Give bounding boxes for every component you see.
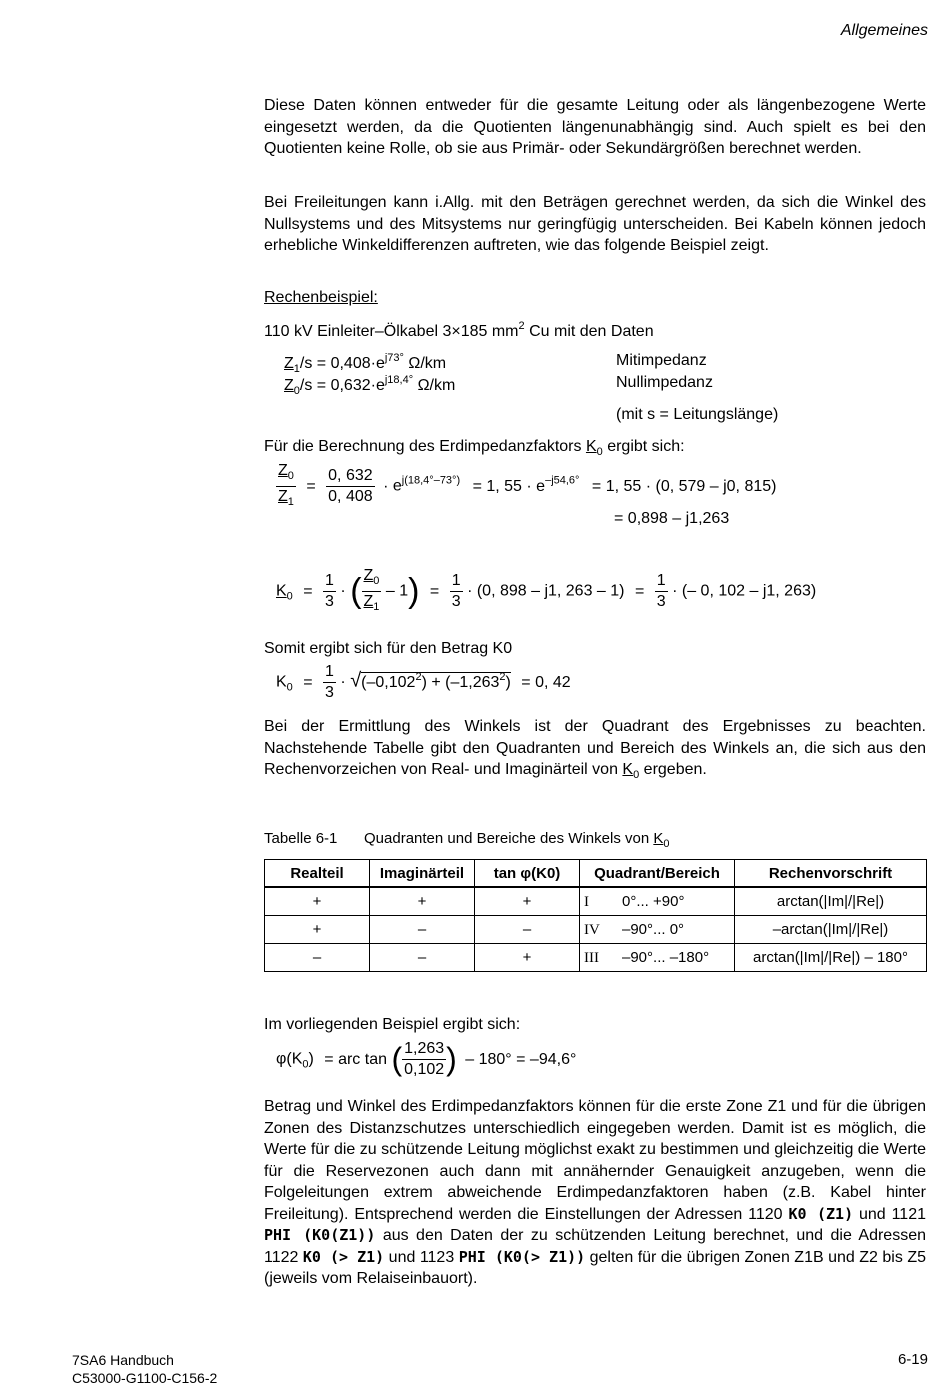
col-rechenvorschrift: Rechenvorschrift: [735, 860, 927, 888]
ratio-symbol-fraction: $\frac{Z_0}{Z_1}$: [278, 462, 294, 508]
z0-formula: $Z_0/s = 0,632\cdot e^{j18,4^\circ}$ Ω/km: [284, 374, 456, 397]
cell-re: –: [265, 944, 370, 972]
cable-description: 110 kV Einleiter–Ölkabel 3×185 $mm^2$ Cu mit den Daten: [264, 320, 654, 340]
cell-rule: –arctan(|Im|/|Re|): [735, 916, 927, 944]
cell-re: +: [265, 916, 370, 944]
k0-intro: Für die Berechnung des Erdimpedanzfaktors $K_0$ ergibt sich:: [264, 438, 685, 458]
paragraph-settings: Betrag und Winkel des Erdimpedanzfaktors können für die erste Zone Z1 und für die übrigen Zonen des Distanzschutzes unterschiedlich eingegeben werden. Damit ist es möglich, die Werte für die zu schützende Leitung möglichst exakt zu bestimmen und gleichzeitig die Werte für die Reservezonen auch dann mit annähernder Genauigkeit anzugeben, wenn die Folgeleitungen extrem abweichende Erdimpedanzfaktoren haben (z.B. Kabel hinter Freileitung). Entsprechend werden die Einstellungen der Adressen 1120 K0 (Z1) und 1121 PHI (K0(Z1)) aus den Daten der zu schützenden Leitung berechnet, und die Adressen 1122 K0 (> Z1) und 1123 PHI (K0(> Z1)) gelten für die übrigen Zonen Z1B und Z2 bis Z5 (jeweils vom Relaiseinbauort).: [264, 1098, 927, 1287]
cell-quadrant: III –90°... –180°: [580, 944, 735, 972]
paragraph-intro: Diese Daten können entweder für die gesamte Leitung oder als längenbezogene Werte eingesetzt werden, da die Quotienten längenunabhängig sind. Auch spielt es bei den Quotienten keine Rolle, ob sie aus Primär- oder Sekundärgrößen berechnet werden.: [264, 97, 926, 157]
cell-tan: –: [475, 916, 580, 944]
col-imaginaerteil: Imaginärteil: [370, 860, 475, 888]
col-tan: tan φ(K0): [475, 860, 580, 888]
k0-magnitude-formula: $K_0$ = $\frac{1}{3}$ · $√(-0,102^2) + (-1,263^2) = 0$, 42: [276, 663, 571, 701]
phi-formula: $\varphi(K_0)$ = arc tan ( $\frac{1,263}{0,102}$ ) – 180° = –94,6°: [276, 1040, 577, 1078]
cell-im: +: [370, 887, 475, 916]
example-heading: Rechenbeispiel:: [264, 289, 378, 306]
ratio-formula: $\frac{Z_0}{Z_1}$ = $\frac{0, 632}{0, 408}$ · $e^{j(18,4^\circ-73^\circ)} = 1$, $55 \cdot e^{-j54,6^\circ} = 1$, 55 · (0, 579 – j0, 815): [276, 462, 776, 511]
ratio-result: = 0,898 – j1,263: [614, 510, 730, 527]
betrag-intro: Somit ergibt sich für den Betrag K0: [264, 640, 513, 657]
table-header-row: [265, 860, 927, 888]
table-caption-text: Quadranten und Bereiche des Winkels von $K_0$: [364, 830, 670, 850]
cell-tan: +: [475, 887, 580, 916]
quadrant-table: [264, 859, 927, 972]
length-note: (mit s = Leitungslänge): [616, 406, 779, 423]
cell-tan: +: [475, 944, 580, 972]
cell-re: +: [265, 887, 370, 916]
table-row: [265, 887, 927, 916]
table-row: [265, 944, 927, 972]
page-number: 6-19: [897, 1351, 928, 1368]
col-realteil: Realteil: [265, 860, 370, 888]
cell-quadrant: I 0°... +90°: [580, 887, 735, 916]
cell-im: –: [370, 944, 475, 972]
running-header: Allgemeines: [840, 22, 928, 39]
z0-label: Nullimpedanz: [616, 374, 713, 391]
cell-rule: arctan(|Im|/|Re|) – 180°: [735, 944, 927, 972]
z1-label: Mitimpedanz: [616, 352, 707, 369]
cell-rule: arctan(|Im|/|Re|): [735, 887, 927, 916]
col-quadrant: Quadrant/Bereich: [580, 860, 735, 888]
paragraph-quadrant: Bei der Ermittlung des Winkels ist der Quadrant des Ergebnisses zu beachten. Nachstehende Tabelle gibt den Quadranten und Bereich des Winkels an, die sich aus den Rechenvorzeichen von Real- und Imaginärteil von $K_0$ ergeben.: [264, 718, 926, 781]
table-row: [265, 916, 927, 944]
footer-order-number: C53000-G1100-C156-2: [72, 1370, 218, 1386]
example-result-intro: Im vorliegenden Beispiel ergibt sich:: [264, 1016, 521, 1033]
ratio-value-fraction: $\frac{0, 632}{0, 408}$: [328, 467, 373, 505]
z1-formula: $Z_1/s = 0,408\cdot e^{j73^\circ}$ Ω/km: [284, 352, 447, 375]
cell-im: –: [370, 916, 475, 944]
paragraph-overhead-lines: Bei Freileitungen kann i.Allg. mit den Beträgen gerechnet werden, da sich die Winkel des Nullsystems und des Mitsystems nur geringfügig unterscheiden. Bei Kabeln können jedoch erhebliche Winkeldifferenzen auftreten, wie das folgende Beispiel zeigt.: [264, 194, 926, 254]
footer-manual: 7SA6 Handbuch: [72, 1352, 174, 1368]
cell-quadrant: IV –90°... 0°: [580, 916, 735, 944]
table-caption-number: Tabelle 6-1: [264, 830, 338, 847]
k0-formula: $K_0$ = $\frac{1}{3}$ · ( $\frac{Z_0}{Z_1}$ – 1) = $\frac{1}{3}$ · (0, 898 – j1, 263 – 1) = $\frac{1}{3}$ · (– 0, 102 – j1, 263): [276, 567, 817, 613]
